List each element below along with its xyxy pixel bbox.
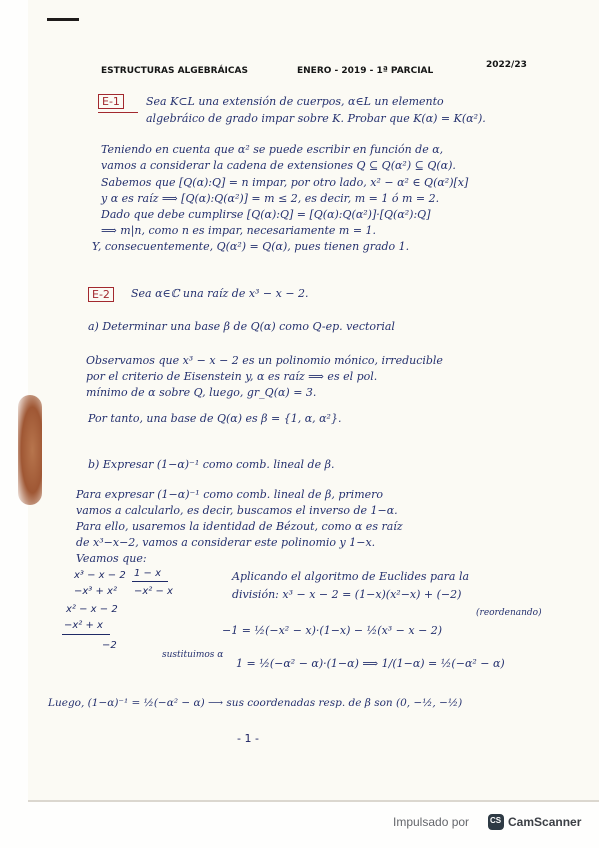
part-b-line-3: Para ello, usaremos la identidad de Bézout, como α es raíz — [76, 520, 403, 533]
page-number: - 1 - — [237, 732, 259, 745]
course-title: ESTRUCTURAS ALGEBRÁICAS — [101, 66, 248, 76]
part-a-line-3: mínimo de α sobre Q, luego, gr_Q(α) = 3. — [86, 386, 317, 399]
division-step-1: −x³ + x² — [74, 586, 117, 597]
thumb-shadow — [18, 395, 42, 505]
division-step-2: x² − x − 2 — [66, 604, 118, 615]
division-divisor-bar — [132, 581, 168, 582]
exercise-1-line-3: Sabemos que [Q(α):Q] = n impar, por otro lado, x² − α² ∈ Q(α²)[x] — [101, 176, 469, 189]
part-b-heading: b) Expresar (1−α)⁻¹ como comb. lineal de β. — [88, 458, 335, 471]
part-a-line-4: Por tanto, una base de Q(α) es β = {1, α, α²}. — [88, 412, 342, 425]
exercise-1-line-7: Y, consecuentemente, Q(α²) = Q(α), pues tienen grado 1. — [92, 240, 410, 253]
part-a-heading: a) Determinar una base β de Q(α) como Q-ep. vectorial — [88, 320, 395, 333]
euclid-line-1: Aplicando el algoritmo de Euclides para la — [232, 570, 470, 583]
part-a-line-1: Observamos que x³ − x − 2 es un polinomio mónico, irreducible — [86, 354, 443, 367]
part-b-line-1: Para expresar (1−α)⁻¹ como comb. lineal de β, primero — [76, 488, 384, 501]
result-equation: 1 = ½(−α² − α)·(1−α) ⟹ 1/(1−α) = ½(−α² − α) — [236, 657, 505, 670]
exercise-1-label: E-1 — [98, 94, 124, 109]
part-b-line-2: vamos a calcularlo, es decir, buscamos el inverso de 1−α. — [76, 504, 398, 517]
exercise-1-line-2: vamos a considerar la cadena de extensiones Q ⊆ Q(α²) ⊆ Q(α). — [101, 159, 456, 172]
part-b-line-4: de x³−x−2, vamos a considerar este polinomio y 1−x. — [76, 536, 376, 549]
substitution-note: sustituimos α — [162, 650, 224, 660]
conclusion-line: Luego, (1−α)⁻¹ = ½(−α² − α) ⟶ sus coordenadas resp. de β son (0, −½, −½) — [48, 697, 463, 709]
exercise-2-label: E-2 — [88, 287, 114, 302]
camscanner-logo-icon — [488, 814, 504, 830]
top-dash-mark — [47, 18, 79, 21]
division-result-bar — [62, 634, 110, 635]
exercise-1-statement-line-1: Sea K⊂L una extensión de cuerpos, α∈L un elemento — [146, 95, 444, 108]
camscanner-brand: CamScanner — [508, 815, 582, 829]
bezout-equation: −1 = ½(−x² − x)·(1−x) − ½(x³ − x − 2) — [222, 624, 443, 637]
exercise-1-line-6: ⟹ m|n, como n es impar, necesariamente m = 1. — [101, 224, 377, 237]
division-quotient: −x² − x — [134, 586, 173, 597]
powered-by-text: Impulsado por — [393, 815, 470, 829]
exercise-1-line-4: y α es raíz ⟹ [Q(α):Q(α²)] = m ≤ 2, es decir, m = 1 ó m = 2. — [101, 192, 440, 205]
part-a-line-2: por el criterio de Eisenstein y, α es raíz ⟹ es el pol. — [86, 370, 378, 383]
paper-bottom-edge — [28, 800, 599, 802]
euclid-reorder-note: (reordenando) — [476, 608, 542, 618]
division-dividend: x³ − x − 2 — [74, 570, 126, 581]
exercise-1-line-1: Teniendo en cuenta que α² se puede escribir en función de α, — [101, 143, 444, 156]
exercise-1-line-5: Dado que debe cumplirse [Q(α):Q] = [Q(α):Q(α²)]·[Q(α²):Q] — [101, 208, 431, 221]
division-step-3: −x² + x — [64, 620, 103, 631]
exam-info: ENERO - 2019 - 1ª PARCIAL — [297, 66, 434, 76]
division-divisor: 1 − x — [134, 568, 162, 579]
exercise-1-underline — [98, 112, 138, 113]
division-remainder: −2 — [102, 640, 117, 651]
euclid-line-2: división: x³ − x − 2 = (1−x)(x²−x) + (−2) — [232, 588, 462, 601]
academic-year: 2022/23 — [486, 60, 527, 70]
exercise-2-statement: Sea α∈ℂ una raíz de x³ − x − 2. — [131, 287, 309, 300]
exercise-1-statement-line-2: algebráico de grado impar sobre K. Probar que K(α) = K(α²). — [146, 112, 486, 125]
part-b-line-5: Veamos que: — [76, 552, 147, 565]
